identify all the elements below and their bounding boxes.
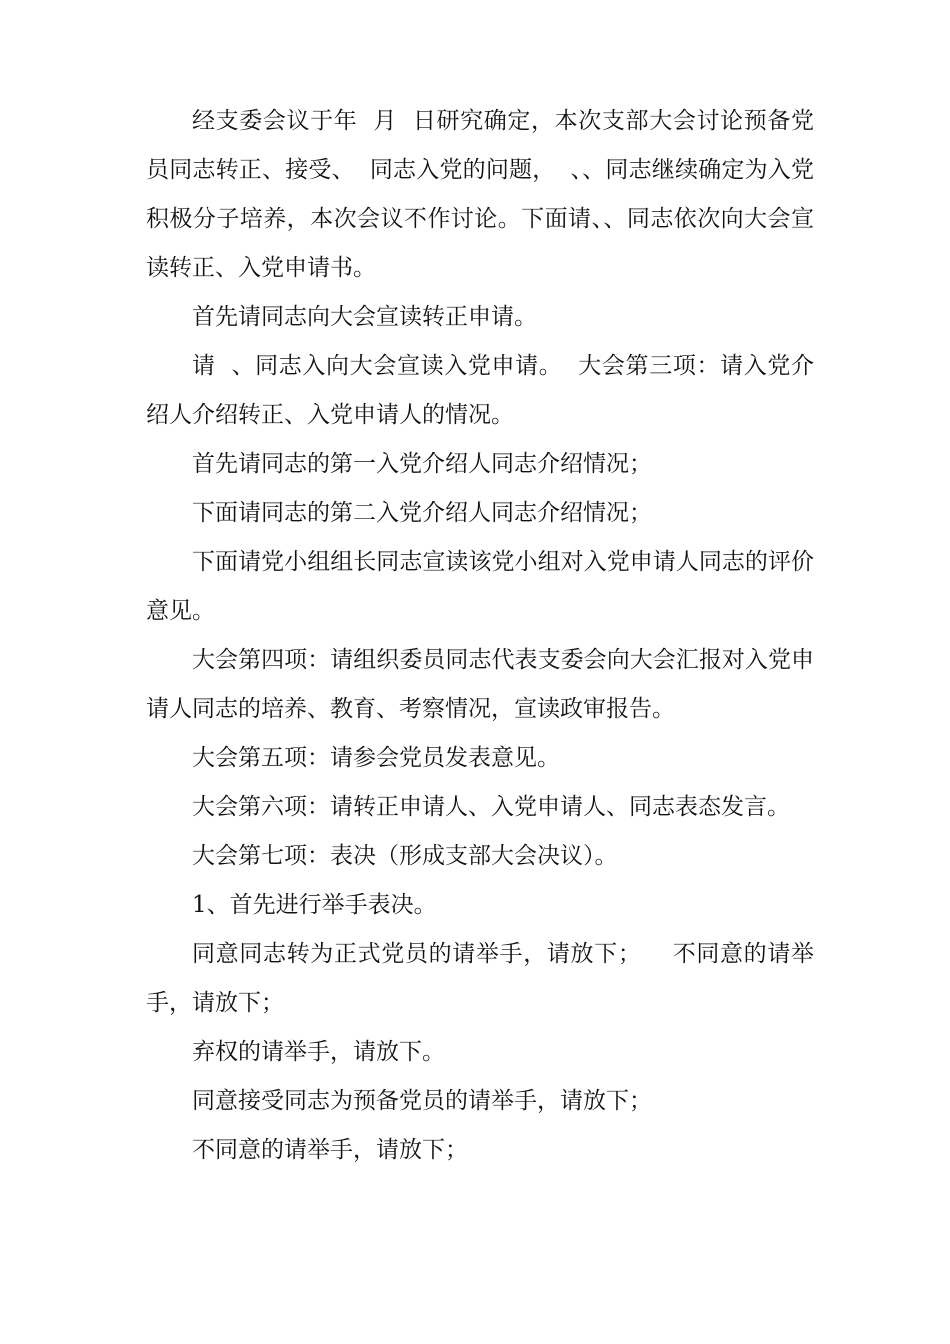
paragraph-10: 大会第七项：表决（形成支部大会决议）。 (192, 843, 618, 869)
paragraph-1: 经支委会议于年 月 日研究确定，本次支部大会讨论预备党员同志转正、接受、 同志入党的问题， 、、同志继续确定为入党积极分子培养，本次会议不作讨论。下面请、、同志依次向大会宣读转正、入党申请书。 (146, 108, 814, 281)
paragraph-4: 首先请同志的第一入党介绍人同志介绍情况； (192, 451, 652, 477)
paragraph-2: 首先请同志向大会宣读转正申请。 (192, 304, 537, 330)
paragraph-8: 大会第五项：请参会党员发表意见。 (192, 745, 560, 771)
paragraph-5: 下面请同志的第二入党介绍人同志介绍情况； (192, 500, 652, 526)
document-body (146, 97, 814, 1175)
paragraph-13: 弃权的请举手，请放下。 (192, 1039, 445, 1065)
paragraph-11: 1、首先进行举手表决。 (192, 892, 437, 918)
paragraph-7: 大会第四项：请组织委员同志代表支委会向大会汇报对入党申请人同志的培养、教育、考察情况，宣读政审报告。 (146, 647, 814, 722)
paragraph-15: 不同意的请举手，请放下； (192, 1137, 468, 1163)
paragraph-6: 下面请党小组组长同志宣读该党小组对入党申请人同志的评价意见。 (146, 549, 814, 624)
paragraph-12: 同意同志转为正式党员的请举手，请放下； 不同意的请举手，请放下； (146, 941, 814, 1016)
paragraph-3: 请 、同志入向大会宣读入党申请。 大会第三项：请入党介绍人介绍转正、入党申请人的情况。 (146, 353, 814, 428)
paragraph-14: 同意接受同志为预备党员的请举手，请放下； (192, 1088, 652, 1114)
paragraph-9: 大会第六项：请转正申请人、入党申请人、同志表态发言。 (192, 794, 790, 820)
